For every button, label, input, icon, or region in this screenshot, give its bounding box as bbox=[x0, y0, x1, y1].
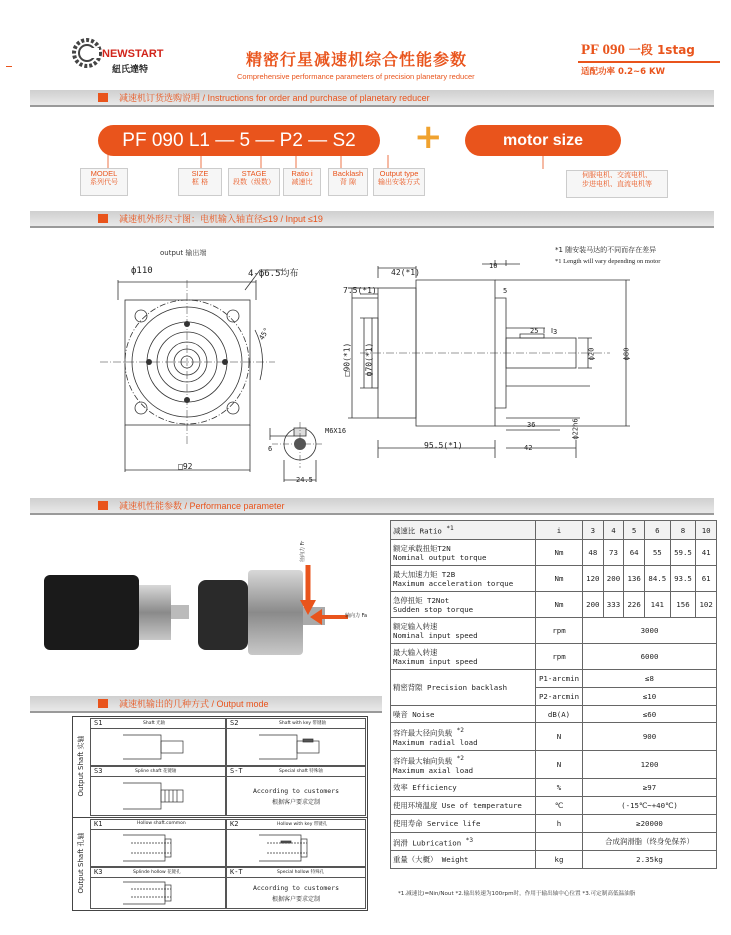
mode-s1 bbox=[90, 718, 226, 766]
row-label-cn: 最大输入转速 bbox=[393, 647, 438, 657]
dim-holes: 4-ф6.5均布 bbox=[248, 269, 299, 279]
ratio-8: 8 bbox=[670, 521, 696, 540]
dim-six: 6 bbox=[268, 445, 273, 453]
cell-value: 2.35kg bbox=[583, 851, 717, 869]
label-ratio-cn: 减速比 bbox=[291, 178, 313, 186]
cell-value: 59.5 bbox=[670, 540, 696, 566]
force-arrows bbox=[300, 555, 360, 635]
mode-code: K1 bbox=[94, 820, 103, 828]
cell-value: 102 bbox=[696, 592, 717, 618]
ratio-5: 5 bbox=[624, 521, 645, 540]
table-row bbox=[391, 751, 717, 779]
cell-value: 1200 bbox=[583, 751, 717, 779]
model-code: PF 090 bbox=[581, 42, 626, 58]
dim-deg: 45° bbox=[257, 326, 271, 342]
mode-s3 bbox=[90, 766, 226, 816]
cell-value: 156 bbox=[670, 592, 696, 618]
ratio-3: 3 bbox=[583, 521, 604, 540]
brand-name: NEWSTART bbox=[102, 48, 164, 60]
motor-size-pill: motor size bbox=[465, 125, 621, 156]
mode-code: K-T bbox=[230, 868, 243, 876]
row-label-cn: 重量（大概） Weight bbox=[391, 851, 536, 869]
table-row bbox=[391, 833, 717, 851]
performance-table bbox=[390, 520, 717, 869]
table-row bbox=[391, 797, 717, 815]
bullet-square bbox=[98, 93, 108, 102]
section-title-dimension: 减速机外形尺寸图：电机输入轴直径≤19 / Input ≤19 bbox=[119, 214, 323, 224]
cell-value: 合成润滑脂（终身免保养） bbox=[583, 833, 717, 851]
motor-types-line2: 步进电机、直流电机等 bbox=[582, 180, 652, 188]
dim-22h6: ф22h6 bbox=[571, 418, 580, 440]
hole-side-label: Output Shaft 孔轴 bbox=[77, 832, 85, 894]
row-unit: rpm bbox=[536, 644, 583, 670]
section-bar-order bbox=[30, 90, 714, 107]
ratio-6: 6 bbox=[644, 521, 670, 540]
label-size bbox=[178, 168, 222, 196]
row-unit: Nm bbox=[536, 566, 583, 592]
mode-desc: Shaft 光轴 bbox=[143, 721, 166, 726]
ratio-header-note: *1 bbox=[446, 525, 454, 533]
row-label-cn: 额定输入转速 bbox=[393, 621, 438, 631]
table-row bbox=[391, 706, 717, 723]
label-output-type-cn: 输出安装方式 bbox=[378, 178, 420, 186]
ratio-header-label: 减速比 Ratio bbox=[393, 526, 442, 536]
row-label-cn: 容许最大径向负载 bbox=[393, 728, 453, 738]
page-title: 精密行星减速机综合性能参数 bbox=[246, 50, 468, 69]
label-backlash-cn: 背 隙 bbox=[339, 178, 357, 186]
hollow-shaft-icon bbox=[121, 833, 191, 863]
label-output-type bbox=[373, 168, 425, 196]
ratio-4: 4 bbox=[603, 521, 624, 540]
mode-code: S-T bbox=[230, 767, 243, 775]
brand-name-cn: 紐氏達特 bbox=[112, 65, 149, 75]
row-label-cn: 使用寿命 Service life bbox=[391, 815, 536, 833]
mode-desc: Shaft with key 带键轴 bbox=[279, 721, 326, 726]
ratio-unit: i bbox=[536, 521, 583, 540]
backlash-p1-value: ≤8 bbox=[583, 670, 717, 688]
dim-90: □90(*1) bbox=[342, 342, 352, 377]
bullet-square bbox=[98, 501, 108, 510]
mode-kt bbox=[226, 867, 366, 909]
table-footnote: *1.减速比i=Nin/Nout *2.输出转速为100rpm时，作用于输出轴中心位置 *3.可定制高低温油脂 bbox=[398, 891, 636, 897]
cell-value: 3000 bbox=[583, 618, 717, 644]
side-view-drawing bbox=[330, 258, 650, 468]
mode-code: S3 bbox=[94, 767, 103, 775]
custom-cn: 根据客户要求定制 bbox=[271, 799, 320, 806]
dim-3: 3 bbox=[553, 328, 558, 336]
label-model-en: MODEL bbox=[90, 169, 118, 178]
row-unit: ℃ bbox=[536, 797, 583, 815]
label-ratio bbox=[283, 168, 321, 196]
label-output-type-en: Output type bbox=[379, 169, 419, 178]
cell-value: (-15℃~+40℃) bbox=[583, 797, 717, 815]
mode-code: S2 bbox=[230, 719, 239, 727]
keyed-shaft-icon bbox=[257, 733, 327, 761]
power-label: 适配功率 0.2~6 KW bbox=[581, 67, 665, 77]
dim-7-5: 7.5(*1) bbox=[343, 286, 377, 295]
mode-desc: Splinde hollow 花键孔 bbox=[133, 870, 181, 875]
row-note: *2 bbox=[456, 755, 465, 763]
dim-d110: ф110 bbox=[131, 266, 153, 276]
backlash-label: 精密背隙 Precision backlash bbox=[391, 670, 536, 706]
row-label-cn: 最大加速力矩 T2B bbox=[393, 569, 456, 579]
row-label-en: Sudden stop torque bbox=[393, 604, 474, 614]
table-row bbox=[391, 566, 717, 592]
output-label: output 输出端 bbox=[160, 249, 207, 257]
mode-desc: Hollow with key 带键孔 bbox=[277, 822, 328, 827]
mode-k3 bbox=[90, 867, 226, 909]
corner-mark bbox=[6, 66, 12, 67]
dim-42: 42(*1) bbox=[391, 268, 420, 277]
custom-en: According to customers bbox=[252, 787, 340, 795]
backlash-p1-unit: P1-arcmin bbox=[536, 670, 583, 688]
dim-36: 36 bbox=[527, 421, 536, 429]
bullet-square bbox=[98, 214, 108, 223]
label-size-en: SIZE bbox=[191, 169, 209, 178]
cell-value: 73 bbox=[603, 540, 624, 566]
row-label-cn: 急停扭矩 T2Not bbox=[393, 595, 450, 605]
cell-value: 41 bbox=[696, 540, 717, 566]
cell-value: 6000 bbox=[583, 644, 717, 670]
dim-20: ф20 bbox=[587, 347, 596, 361]
mode-desc: Spline shaft 花键轴 bbox=[135, 769, 177, 774]
row-unit: Nm bbox=[536, 592, 583, 618]
spline-hollow-icon bbox=[121, 880, 191, 906]
table-row bbox=[391, 644, 717, 670]
label-stage-en: STAGE bbox=[241, 169, 267, 178]
axial-force-label: 轴向力 Fa bbox=[345, 613, 368, 619]
section-title-output-mode: 减速机输出的几种方式 / Output mode bbox=[119, 699, 269, 709]
table-row bbox=[391, 592, 717, 618]
ratio-10: 10 bbox=[696, 521, 717, 540]
mode-s2 bbox=[226, 718, 366, 766]
dim-24-5: 24.5 bbox=[296, 476, 313, 484]
brand-logo bbox=[72, 38, 102, 68]
cell-value: 200 bbox=[583, 592, 604, 618]
drawing-note-cn: *1 随安装马达的不同而存在差异 bbox=[555, 246, 657, 254]
cell-value: ≥97 bbox=[583, 779, 717, 797]
section-title-performance: 减速机性能参数 / Performance parameter bbox=[119, 501, 285, 511]
row-label-cn: 额定承载扭矩T2N bbox=[393, 543, 451, 553]
ratio-header bbox=[391, 521, 536, 540]
drawing-note-en: *1 Length will vary depending on motor bbox=[555, 258, 661, 265]
label-ratio-en: Ratio i bbox=[291, 169, 313, 178]
label-model bbox=[80, 168, 128, 196]
mode-desc: Special hollow 特殊孔 bbox=[277, 870, 325, 875]
section-bar-performance bbox=[30, 498, 714, 515]
table-row bbox=[391, 723, 717, 751]
table-row bbox=[391, 851, 717, 869]
cell-value: 900 bbox=[583, 723, 717, 751]
row-label-en: Maximum radial load bbox=[393, 737, 478, 747]
table-row bbox=[391, 670, 717, 688]
backlash-p2-unit: P2-arcmin bbox=[536, 688, 583, 706]
cell-value: 84.5 bbox=[644, 566, 670, 592]
row-label-cn: 噪音 Noise bbox=[391, 706, 536, 723]
row-label-cn: 使用环境温度 Use of temperature bbox=[391, 797, 536, 815]
plus-icon: + bbox=[414, 117, 443, 157]
mode-desc: Special shaft 特殊轴 bbox=[279, 769, 323, 774]
table-row bbox=[391, 815, 717, 833]
dim-42b: 42 bbox=[524, 444, 533, 452]
mode-st bbox=[226, 766, 366, 816]
page-subtitle: Comprehensive performance parameters of precision planetary reducer bbox=[237, 72, 475, 81]
custom-en: According to customers bbox=[252, 884, 340, 892]
model-underline bbox=[578, 61, 720, 63]
section-bar-output-mode bbox=[30, 696, 382, 713]
dim-m6x16: M6X16 bbox=[325, 427, 347, 435]
row-label-en: Maximum acceleration torque bbox=[393, 578, 514, 588]
dim-25: 25 bbox=[530, 327, 539, 335]
row-label-en: Maximum input speed bbox=[393, 656, 478, 666]
dim-70: ф70(*1) bbox=[364, 342, 374, 377]
row-label-en: Maximum axial load bbox=[393, 765, 474, 775]
row-note: *3 bbox=[465, 836, 474, 844]
label-backlash-en: Backlash bbox=[332, 169, 364, 178]
cell-value: 333 bbox=[603, 592, 624, 618]
row-unit: h bbox=[536, 815, 583, 833]
table-row bbox=[391, 618, 717, 644]
label-motor-types bbox=[566, 170, 668, 198]
table-row bbox=[391, 779, 717, 797]
cell-value: 136 bbox=[624, 566, 645, 592]
row-unit: N bbox=[536, 723, 583, 751]
row-label-en: Nominal output torque bbox=[393, 552, 487, 562]
shaft-side-label: Output Shaft 实轴 bbox=[77, 735, 85, 797]
dim-80: ф80 bbox=[622, 347, 631, 361]
order-code-pill: PF 090 L1 — 5 — P2 — S2 bbox=[98, 125, 380, 156]
backlash-p2-value: ≤10 bbox=[583, 688, 717, 706]
row-note: *2 bbox=[456, 727, 465, 735]
radial-force-label: 径向力 Fr bbox=[300, 540, 306, 562]
row-label-cn: 容许最大轴向负载 bbox=[393, 756, 453, 766]
cell-value: 120 bbox=[583, 566, 604, 592]
mode-desc: Hollow shaft.common bbox=[137, 821, 186, 826]
label-stage-cn: 段数（级数） bbox=[233, 178, 275, 186]
gear-logo-icon bbox=[72, 38, 102, 68]
bullet-square bbox=[98, 699, 108, 708]
plain-shaft-icon bbox=[121, 733, 191, 761]
hollow-key-icon bbox=[257, 833, 327, 863]
row-unit: rpm bbox=[536, 618, 583, 644]
mode-code: S1 bbox=[94, 719, 103, 727]
cell-value: 93.5 bbox=[670, 566, 696, 592]
row-unit: N bbox=[536, 751, 583, 779]
row-unit: % bbox=[536, 779, 583, 797]
cell-value: 61 bbox=[696, 566, 717, 592]
cell-value: 226 bbox=[624, 592, 645, 618]
stage-label: 一段 1stag bbox=[628, 43, 695, 57]
dim-sq92: □92 bbox=[178, 462, 193, 471]
cell-value: ≥20000 bbox=[583, 815, 717, 833]
cell-value: 55 bbox=[644, 540, 670, 566]
dim-5: 5 bbox=[503, 287, 508, 295]
mode-k1 bbox=[90, 819, 226, 867]
table-row bbox=[391, 540, 717, 566]
section-title-order: 减速机订货选购说明 / Instructions for order and purchase of planetary reducer bbox=[119, 93, 430, 103]
cell-value: 64 bbox=[624, 540, 645, 566]
dim-10: 10 bbox=[489, 262, 498, 270]
label-stage bbox=[228, 168, 280, 196]
cell-value: 141 bbox=[644, 592, 670, 618]
cell-value: 48 bbox=[583, 540, 604, 566]
dim-95-5: 95.5(*1) bbox=[424, 441, 463, 450]
row-label-en: Nominal input speed bbox=[393, 630, 478, 640]
section-bar-dimension bbox=[30, 211, 714, 228]
custom-cn: 根据客户要求定制 bbox=[271, 896, 320, 903]
row-unit: dB(A) bbox=[536, 706, 583, 723]
mode-k2 bbox=[226, 819, 366, 867]
model-title bbox=[581, 41, 695, 59]
mode-code: K3 bbox=[94, 868, 103, 876]
row-label-cn: 效率 Efficiency bbox=[391, 779, 536, 797]
mode-code: K2 bbox=[230, 820, 239, 828]
spline-shaft-icon bbox=[121, 781, 191, 811]
label-backlash bbox=[328, 168, 368, 196]
cell-value: ≤60 bbox=[583, 706, 717, 723]
row-unit bbox=[536, 833, 583, 851]
cell-value: 200 bbox=[603, 566, 624, 592]
label-size-cn: 框 格 bbox=[191, 178, 209, 186]
row-label-cn: 润滑 Lubrication bbox=[393, 838, 462, 848]
row-unit: Nm bbox=[536, 540, 583, 566]
label-model-cn: 系列代号 bbox=[90, 178, 118, 186]
row-unit: kg bbox=[536, 851, 583, 869]
motor-types-line1: 伺服电机、交流电机、 bbox=[582, 171, 652, 179]
